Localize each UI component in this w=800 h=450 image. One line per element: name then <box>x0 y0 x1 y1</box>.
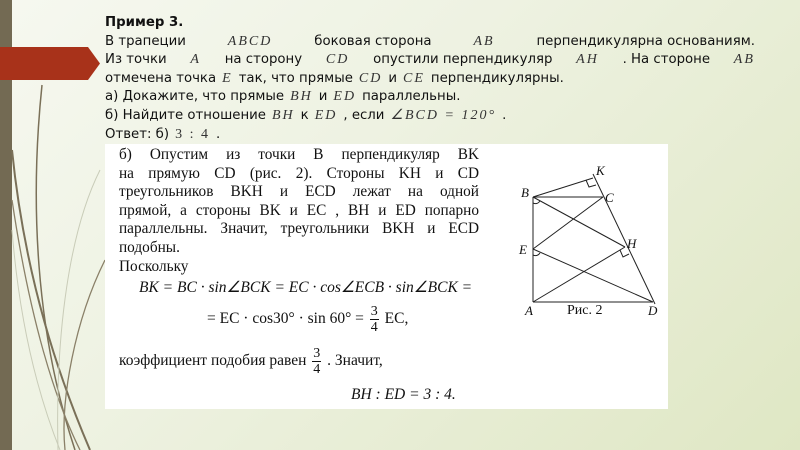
fraction <box>312 346 321 377</box>
math: BH <box>290 89 313 105</box>
denominator: 4 <box>370 320 378 335</box>
text: и <box>388 70 397 86</box>
equation-2-right: EC, <box>384 310 409 328</box>
problem-statement <box>105 14 755 144</box>
solution-line: параллельны. Значит, треугольники BKH и ECD <box>119 220 479 238</box>
fraction <box>370 304 379 335</box>
denominator: 4 <box>313 362 321 377</box>
solution-line: прямой, а стороны BK и EC , BH и ED попарно <box>119 201 479 219</box>
problem-line-2 <box>105 51 755 70</box>
text: на сторону <box>224 52 303 68</box>
text: параллельны. <box>362 89 461 105</box>
solution-panel <box>105 144 668 409</box>
text: боковая сторона <box>314 33 432 49</box>
math: AB <box>473 33 495 49</box>
svg-text:C: C <box>605 190 614 205</box>
text: Ответ: б) <box>105 126 170 142</box>
text: а) Докажите, что прямые <box>105 89 285 105</box>
solution-line: б) Опустим из точки B перпендикуляр BK <box>119 146 479 163</box>
problem-line-3 <box>105 70 755 89</box>
title-arrow-marker <box>0 47 100 80</box>
math: E <box>222 70 233 86</box>
problem-line-5 <box>105 107 755 126</box>
svg-text:B: B <box>521 185 529 200</box>
solution-text <box>119 146 479 276</box>
math: 3 : 4 <box>175 126 210 142</box>
math: A <box>190 52 201 68</box>
numerator: 3 <box>313 346 321 361</box>
figure-caption: Рис. 2 <box>567 303 603 318</box>
math: ED <box>333 89 357 105</box>
math: ABCD <box>227 33 273 49</box>
text: . <box>215 126 221 142</box>
text: отмечена точка <box>105 70 217 86</box>
math: BH <box>271 107 295 123</box>
solution-line: Поскольку <box>119 257 189 275</box>
text: б) Найдите отношение <box>105 107 266 123</box>
text: перпендикулярны. <box>430 70 564 86</box>
equation-2 <box>207 304 408 335</box>
problem-title: Пример 3. <box>105 15 184 30</box>
text: перпендикулярна основаниям. <box>536 33 755 49</box>
text: Из точки <box>105 52 167 68</box>
text: . <box>502 107 507 123</box>
math: CE <box>402 70 425 86</box>
answer-line <box>105 126 755 145</box>
equation-1: BK = BC · sin∠BCK = EC · cos∠ECB · sin∠BCK = <box>139 279 473 296</box>
text: , если <box>343 107 385 123</box>
math: ∠BCD = 120° <box>390 107 497 123</box>
svg-text:H: H <box>627 236 637 251</box>
solution-line: на прямую CD (рис. 2). Стороны KH и CD <box>119 164 479 182</box>
numerator: 3 <box>370 304 378 319</box>
equation-2-left: = EC · cos30° · sin 60° = <box>207 310 364 328</box>
text: и <box>318 89 328 105</box>
solution-line: подобны. <box>119 238 180 256</box>
svg-text:D: D <box>648 303 658 318</box>
text: . На стороне <box>622 52 711 68</box>
math: AB <box>733 52 755 68</box>
math: CD <box>358 70 383 86</box>
text: коэффициент подобия равен <box>119 352 307 370</box>
math: CD <box>325 52 350 68</box>
math: AH <box>576 52 599 68</box>
svg-text:E: E <box>519 242 527 257</box>
text: В трапеции <box>105 33 186 49</box>
result-line: BH : ED = 3 : 4. <box>351 386 456 403</box>
svg-text:A: A <box>525 303 533 318</box>
svg-text:K: K <box>596 163 605 178</box>
solution-line: треугольников BKH и ECD лежат на одной <box>119 183 479 201</box>
problem-line-4 <box>105 88 755 107</box>
problem-line-1 <box>105 33 755 52</box>
text: к <box>300 107 309 123</box>
coefficient-line <box>119 346 383 377</box>
text: так, что прямые <box>238 70 353 86</box>
text: . Значит, <box>327 352 383 370</box>
text: опустили перпендикуляр <box>373 52 553 68</box>
math: ED <box>314 107 338 123</box>
